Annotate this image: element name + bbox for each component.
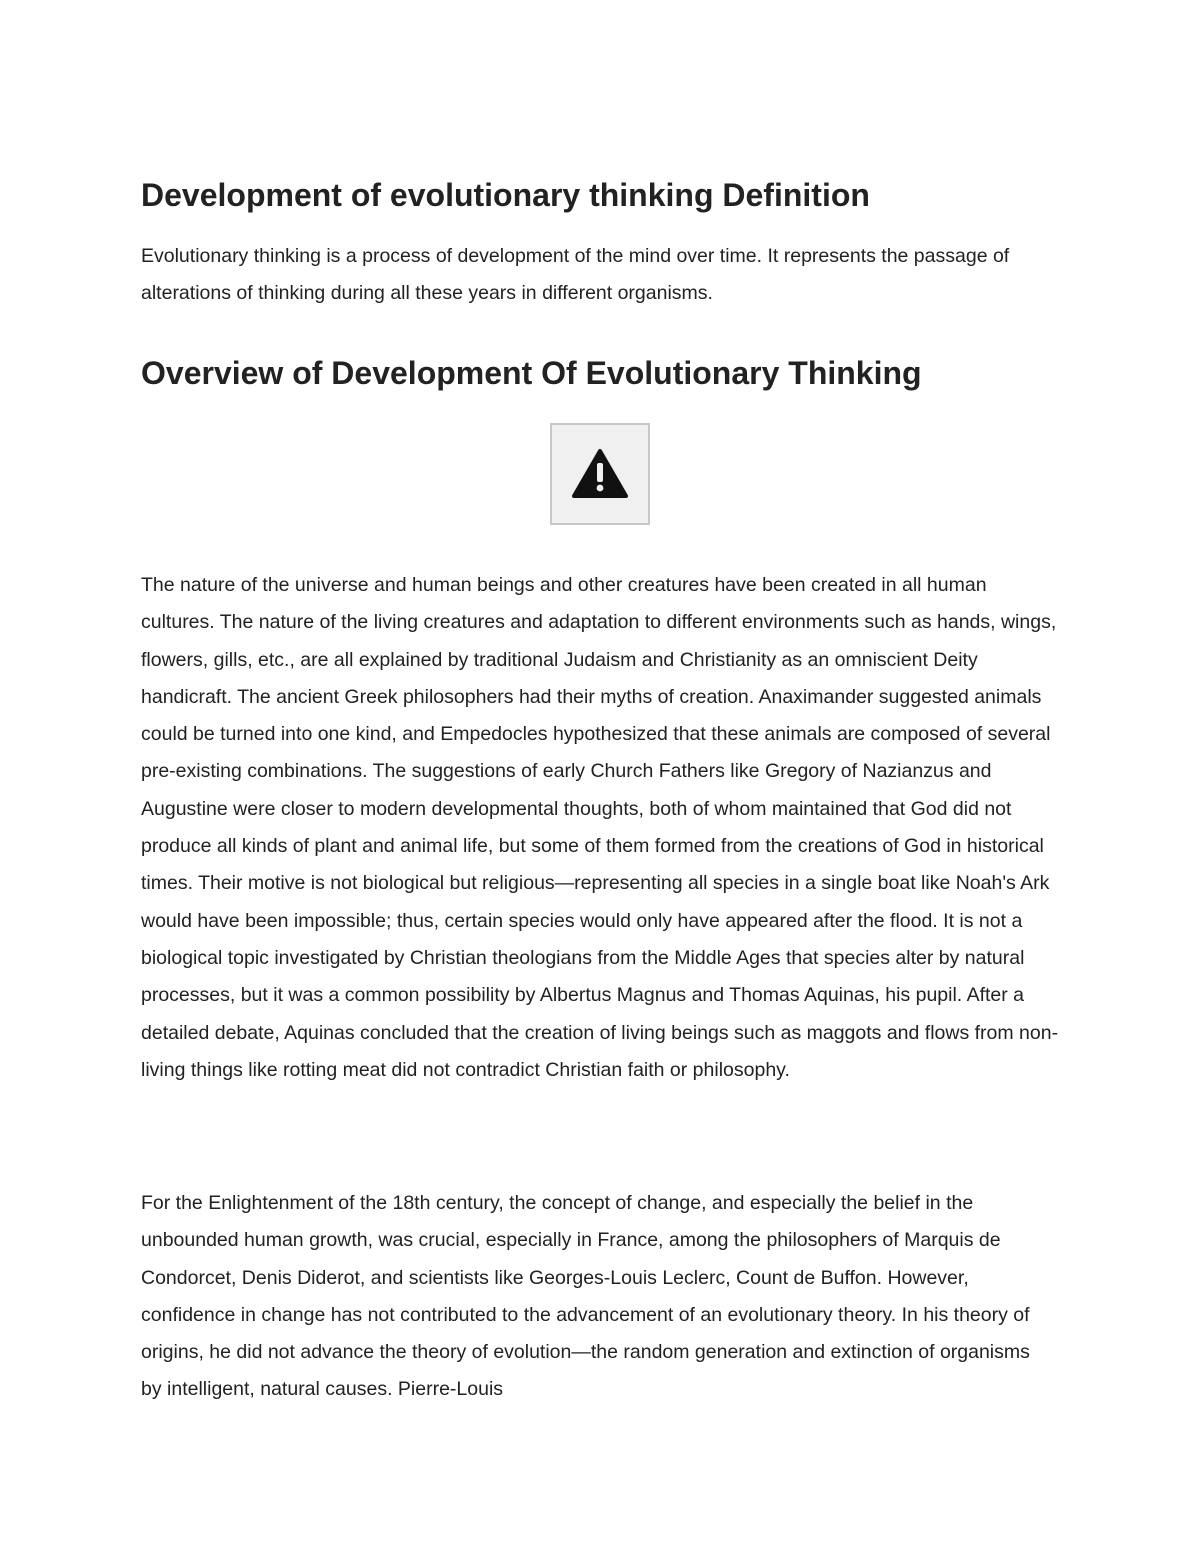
overview-heading: Overview of Development Of Evolutionary Thinking (141, 355, 922, 391)
warning-icon (571, 448, 629, 500)
definition-heading: Development of evolutionary thinking Definition (141, 177, 870, 213)
definition-paragraph: Evolutionary thinking is a process of development of the mind over time. It represents the passage of alterations of thinking during all these years in different organisms. (141, 245, 1010, 305)
broken-image-placeholder (550, 423, 650, 525)
nature-paragraph: The nature of the universe and human beings and other creatures have been created in all human cultures. The nature of the living creatures and adaptation to different environments such as hands, wings, flowers, gills, etc., are all explained by traditional Judaism and Christianity as an omniscient Deity handicraft. The ancient Greek philosophers had their myths of creation. Anaximander suggested animals could be turned into one kind, and Empedocles hypothesized that these animals are composed of several pre-existing combinations. The suggestions of early Church Fathers like Gregory of Nazianzus and Augustine were closer to modern developmental thoughts, both of whom maintained that God did not produce all kinds of plant and animal life, but some of them formed from the creations of God in historical times. Their motive is not biological but religious—representing all species in a single boat like Noah's Ark would have been impossible; thus, certain species would only have appeared after the flood. It is not a biological topic investigated by Christian theologians from the Middle Ages that species alter by natural processes, but it was a common possibility by Albertus Magnus and Thomas Aquinas, his pupil. After a detailed debate, Aquinas concluded that the creation of living beings such as maggots and flows from non-living things like rotting meat did not contradict Christian faith or philosophy. (141, 574, 1059, 1081)
enlightenment-paragraph: For the Enlightenment of the 18th century, the concept of change, and especially the belief in the unbounded human growth, was crucial, especially in France, among the philosophers of Marquis de Condorcet, Denis Diderot, and scientists like Georges-Louis Leclerc, Count de Buffon. However, confidence in change has not contributed to the advancement of an evolutionary theory. In his theory of origins, he did not advance the theory of evolution—the random generation and extinction of organisms by intelligent, natural causes. Pierre-Louis (141, 1192, 1030, 1401)
